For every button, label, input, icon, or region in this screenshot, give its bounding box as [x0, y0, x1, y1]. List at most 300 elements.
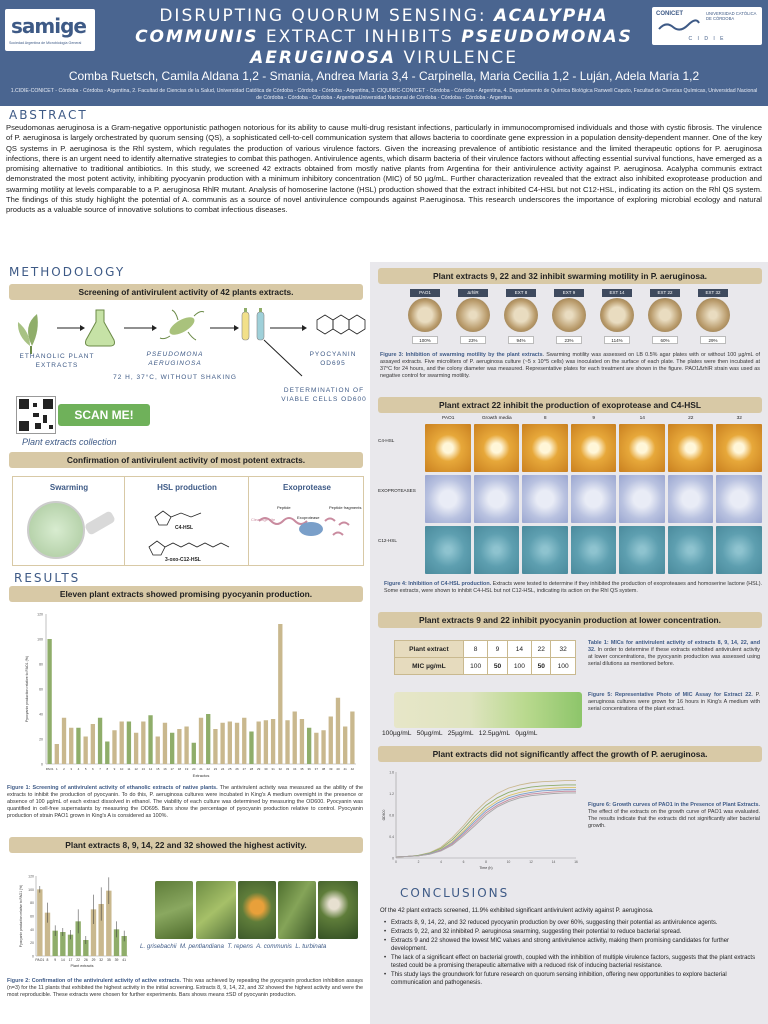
x-tick-label: 4 — [77, 767, 80, 771]
bar — [336, 698, 340, 764]
x-tick-label: 41 — [122, 958, 127, 962]
x-tick-label: 39 — [114, 958, 119, 962]
peptide-fragments-label: Peptide fragments — [329, 505, 362, 510]
figure-6-caption-text: The effect of the extracts on the growth curve of PAO1 was evaluated. The results indicate that the extracts did not significantly alter bacterial growth. — [588, 809, 760, 829]
hsl-box — [125, 477, 249, 565]
x-tick-label: 12 — [529, 860, 533, 864]
mic-table-value-cell: 100 — [551, 658, 576, 675]
exoprotease-banner: Plant extract 22 inhibit the production of exoprotease and C4-HSL — [378, 397, 762, 413]
exo-plate-photo — [668, 526, 714, 574]
bar — [257, 722, 261, 765]
methodology-banner-2: Confirmation of antivirulent activity of most potent extracts. — [9, 452, 363, 468]
x-tick-label: 1 — [55, 767, 58, 771]
exo-column-header: 8 — [543, 416, 547, 421]
exoprotease-box-title: Exoprotease — [282, 483, 332, 492]
mic-table — [394, 640, 576, 675]
bar — [264, 720, 268, 764]
exo-plate-photo — [522, 475, 568, 523]
y-tick-label: 1.2 — [389, 792, 394, 796]
bar — [350, 712, 354, 765]
conicet-wave-icon — [658, 19, 700, 33]
x-tick-label: 40 — [336, 767, 340, 771]
x-tick-label: 19 — [184, 767, 189, 771]
x-tick-label: 32 — [278, 767, 282, 771]
y-tick-label: 120 — [28, 874, 34, 879]
bar — [192, 743, 196, 764]
exo-plate-photo — [668, 475, 714, 523]
conclusion-item: • Extracts 8, 9, 14, 22, and 32 reduced pyocyanin production by over 60%, suggesting their potential as antivirulence agents. — [384, 919, 762, 927]
swarm-plate-label: EXT 8 — [506, 289, 536, 297]
x-tick-label: 39 — [329, 767, 333, 771]
exo-row-label: C12-HSL — [378, 538, 397, 543]
conicet-ucc-logo — [652, 7, 762, 45]
x-tick-label: 31 — [271, 767, 275, 771]
bar — [293, 712, 297, 765]
bar — [141, 722, 145, 765]
figure-5-caption-title: Figure 5: Representative Photo of MIC Assay for Extract 22. — [588, 692, 753, 698]
scan-me-button[interactable]: SCAN ME! — [58, 404, 150, 426]
figure-1-caption-text: The antivirulent activity was measured as the ability of the extracts to inhibit the production of pyocyanin. To do this, P. aeruginosa cultures were incubated in King's A medium overnight in the presence or absence of 100 µg/mL of each extract dissolved in ethanol. The viability of each culture was determined by measuring the OD600. Pyocyanin was quantified in cell-free supernatants by measuring the OD695. Bars show the percentage of pyocyanin production relative to control. Pyocyanin production of strain PAO1 grown in King's A is considered as 100%. — [7, 785, 363, 819]
x-tick-label: 14 — [551, 860, 556, 864]
y-tick-label: 80 — [30, 901, 34, 906]
table-1-caption — [588, 640, 760, 668]
x-tick-label: 24 — [220, 767, 225, 771]
x-tick-label: 6 — [462, 860, 465, 864]
plant-icon — [18, 314, 38, 354]
bar — [249, 732, 253, 765]
bar — [285, 720, 289, 764]
x-tick-label: 36 — [307, 767, 311, 771]
mic-table-header-cell: 8 — [463, 641, 488, 658]
plant-photo-l-turbinata — [318, 881, 358, 939]
bar — [228, 722, 232, 765]
bar — [170, 733, 174, 764]
y-tick-label: 20 — [30, 941, 34, 946]
exo-plate-photo — [668, 424, 714, 472]
x-tick-label: 38 — [321, 767, 326, 771]
exo-plate-photo — [716, 475, 762, 523]
conclusion-item: • The lack of a significant effect on bacterial growth, coupled with the inhibition of multiple virulence factors, suggests that the plant extracts tested could be a promising therapeutic alternative with a reduced risk of inducing bacterial resistance. — [384, 954, 762, 970]
x-tick-label: 15 — [156, 767, 160, 771]
y-tick-label: 100 — [28, 887, 34, 892]
bar — [163, 723, 167, 764]
swarm-plate-label: ΔrhlR — [458, 289, 488, 297]
conclusions-heading: CONCLUSIONS — [400, 886, 510, 900]
x-tick-label: 23 — [213, 767, 218, 771]
swarming-plate-photo — [27, 501, 85, 559]
exo-column-header: 32 — [736, 416, 742, 421]
conclusions-intro: Of the 42 plant extracts screened, 11.9% exhibited significant antivirulent activity against P. aeruginosa. — [380, 908, 654, 914]
exo-plate-photo — [522, 526, 568, 574]
x-tick-label: 10 — [120, 767, 124, 771]
swarming-banner: Plant extracts 9, 22 and 32 inhibit swarming motility in P. aeruginosa. — [378, 268, 762, 284]
conclusion-item: • Extracts 9, 22, and 32 inhibited P. aeruginosa swarming, suggesting their potential to reduce bacterial spread. — [384, 928, 762, 936]
growth-banner: Plant extracts did not significantly affect the growth of P. aeruginosa. — [378, 746, 762, 762]
conclusion-item: • Extracts 9 and 22 showed the lowest MIC values and strong antivirulence activity, making them promising candidates for further development. — [384, 937, 762, 953]
x-tick-label: 30 — [264, 767, 268, 771]
exoprotease-box — [249, 477, 365, 565]
x-tick-label: 28 — [249, 767, 254, 771]
table-1-caption-title: Table 1: MICs for antivirulent activity of extracts 8, 9, 14, 22, and 32. — [588, 640, 760, 653]
exoprotease-hsl-grid — [378, 416, 764, 578]
bar — [91, 724, 95, 764]
bar — [83, 737, 87, 765]
x-tick-label: 34 — [293, 767, 297, 771]
exo-plate-photo — [522, 424, 568, 472]
bar — [321, 730, 325, 764]
title-line-2-italic-b: PSEUDOMONAS — [461, 27, 633, 47]
mic-table-header-cell: 14 — [507, 641, 532, 658]
c4-hsl-label: C4-HSL — [175, 525, 194, 531]
mic-banner: Plant extracts 9 and 22 inhibit pyocyanin production at lower concentration. — [378, 612, 762, 628]
figure-6-line-chart — [380, 766, 584, 874]
plant-photo-t-repens — [238, 881, 276, 939]
x-tick-label: 20 — [192, 767, 196, 771]
bar — [235, 723, 239, 764]
bar — [206, 714, 210, 764]
plant-photo-a-communis — [278, 881, 316, 939]
exo-plate-photo — [619, 475, 665, 523]
step-viable-cells-label: DETERMINATION OF VIABLE CELLS OD600 — [281, 387, 367, 403]
bar — [329, 717, 333, 765]
x-tick-label: 16 — [574, 860, 578, 864]
samige-logo-subtext: Sociedad Argentina de Microbiología General — [9, 41, 82, 45]
exoprotease-label: Exoprotease — [297, 515, 320, 520]
mic-table-header-row — [395, 641, 576, 658]
swarm-plate-photo — [696, 298, 730, 332]
exo-plate-photo — [474, 424, 520, 472]
samige-logo-text: samige — [11, 14, 86, 38]
bar — [134, 733, 138, 764]
x-tick-label: 35 — [106, 958, 111, 962]
x-tick-label: 33 — [285, 767, 290, 771]
table-1-caption-text: In order to determine if these extracts exhibited antivirulent activity at lower concentrations, the pyocyanin production was assessed using serial dilutions as mentioned before. — [588, 647, 760, 667]
mic-table-value-cell: 100 — [463, 658, 488, 675]
bar — [127, 722, 131, 765]
exo-plate-photo — [619, 526, 665, 574]
x-tick-label: 9 — [113, 767, 116, 771]
poster-header — [0, 0, 768, 106]
abstract-heading: ABSTRACT — [9, 108, 88, 122]
y-tick-label: 0 — [392, 856, 394, 861]
pipette-icon — [84, 510, 116, 535]
mic-table-value-cell: 50 — [488, 658, 507, 675]
x-tick-label: 37 — [314, 767, 319, 771]
bar — [37, 889, 42, 956]
x-tick-label: 35 — [300, 767, 304, 771]
x-tick-label: 22 — [206, 767, 210, 771]
bar — [343, 727, 347, 765]
results-banner-2: Plant extracts 8, 9, 14, 22 and 32 showed the highest activity. — [9, 837, 363, 853]
bar — [55, 744, 59, 764]
series-line — [396, 788, 576, 857]
x-tick-label: 4 — [440, 860, 442, 864]
y-tick-label: 0 — [41, 762, 43, 767]
swarm-plate-label: EXT 14 — [602, 289, 632, 297]
y-tick-label: 40 — [39, 712, 43, 717]
cleavage-site-label: Cleavage site — [251, 517, 276, 522]
tube-concentration-labels: 100µg/mL 50µg/mL 25µg/mL 12.5µg/mL 0µg/mL — [382, 730, 538, 737]
exo-plate-photo — [425, 475, 471, 523]
bar — [199, 718, 203, 764]
y-tick-label: 80 — [39, 662, 43, 667]
hsl-box-title: HSL production — [157, 483, 217, 492]
swarm-percent-badge: 94% — [508, 336, 534, 344]
y-tick-label: 20 — [39, 737, 43, 742]
exo-plate-photo — [619, 424, 665, 472]
exo-column-header: PAO1 — [442, 416, 455, 421]
exo-plate-photo — [425, 526, 471, 574]
x-tick-label: 14 — [60, 958, 65, 962]
exo-plate-photo — [474, 475, 520, 523]
c12-hsl-label: 3-oxo-C12-HSL — [165, 557, 201, 563]
figure-4-caption-text: Extracts were tested to determine if they inhibited the production of exoproteases and homoserine lactone (HSL). Some extracts, were shown to inhibit C4-HSL but not C12-HSL, indicating its action on the Rhl QS system. — [384, 581, 762, 594]
mic-table-header-cell: 9 — [488, 641, 507, 658]
ucc-logo-text: UNIVERSIDAD CATÓLICA DE CÓRDOBA — [706, 11, 757, 21]
swarm-plate-photo — [408, 298, 442, 332]
x-axis-label: Plant extracts — [70, 964, 94, 968]
x-tick-label: PAO1 — [45, 767, 54, 771]
mic-table-value-row — [395, 658, 576, 675]
y-axis-label: OD600 — [382, 809, 386, 821]
bar — [278, 624, 282, 764]
bar — [220, 723, 224, 764]
title-line-3: VIRULENCE — [396, 48, 518, 68]
swarming-box-title: Swarming — [49, 483, 89, 492]
exo-plate-photo — [571, 526, 617, 574]
x-tick-label: 11 — [127, 767, 131, 771]
swarm-plate-label: EXT 9 — [554, 289, 584, 297]
title-line-1: DISRUPTING QUORUM SENSING: — [159, 6, 495, 26]
swarm-plate-photo — [456, 298, 490, 332]
flask-icon — [86, 310, 115, 346]
test-tubes-icon — [242, 308, 264, 340]
series-line — [396, 793, 576, 857]
bar — [120, 722, 124, 765]
bar — [213, 729, 217, 764]
step-pyocyanin-label: PYOCYANIN OD695 — [309, 351, 357, 367]
bar — [314, 733, 318, 764]
y-tick-label: 100 — [37, 637, 43, 642]
x-tick-label: 18 — [177, 767, 182, 771]
qr-code-icon[interactable] — [16, 396, 56, 434]
swarm-percent-badge: 23% — [460, 336, 486, 344]
results-heading: RESULTS — [14, 571, 81, 585]
x-axis-label: Time (h) — [479, 866, 493, 870]
x-tick-label: 7 — [99, 767, 101, 771]
bar — [98, 718, 102, 764]
plant-collection-link[interactable]: Plant extracts collection — [22, 437, 117, 447]
step-ethanolic-extracts-label: ETHANOLIC PLANT EXTRACTS — [19, 353, 95, 369]
bar — [242, 718, 246, 764]
cidie-logo-text: C I D I E — [688, 36, 726, 42]
series-line — [396, 785, 576, 857]
swarm-plate-photo — [600, 298, 634, 332]
abstract-text: Pseudomonas aeruginosa is a Gram-negative opportunistic pathogen notorious for its ability to cause multi-drug resistant infections, particularly in immunocompromised individuals and those with cystic fibrosis. The virulence of P. aeruginosa is largely orchestrated by quorum sensing (QS), a sophisticated cell-to-cell communication system that allows bacteria to coordinate gene expression in a population density-dependent manner. One of the key QS systems in P. aeruginosa is the Rhl system, which regulates the production of various virulence factors. Given the increasing prevalence of antibiotic resistance and the limited therapeutic options for P. aeruginosa infections, there is an urgent need to identify alternative strategies to combat this pathogen. Antivirulence agents, which disarm bacteria of their virulence factors without affecting essential survival functions, have emerged as a promising alternative to traditional antibiotics. In this study, we screened 42 extracts obtained from mostly native plants from Argentina for their antivirulence activity against P. aeruginosa. Acalypha communis extract demonstrated the most potent activity, inhibiting pyocyanin production with a minimum inhibitory concentration (MIC) of 50 µg/mL. Further characterization revealed that the extract also inhibited exoprotease production and swarming motility at levels comparable to a P. aeruginosa RhlR mutant. Analysis of homoserine lactone (HSL) production showed that the extract inhibited C4-HSL but not C12-HSL, indicating its action on the Rhl QS system. The findings of this study highlight the potential of A. communis as a source of novel antivirulence compounds against P.aeruginosa. This research underscores the importance of exploring microbial ecology and natural products as a valuable source of innovative solutions to combat infectious diseases. — [6, 123, 762, 215]
title-line-3-italic: AERUGINOSA — [250, 48, 397, 68]
swarm-percent-badge: 29% — [700, 336, 726, 344]
title-line-2-italic: COMMUNIS — [135, 27, 259, 47]
x-tick-label: 17 — [170, 767, 174, 771]
swarm-plate-photo — [648, 298, 682, 332]
x-tick-label: 13 — [141, 767, 145, 771]
x-tick-label: 0 — [395, 860, 397, 864]
x-tick-label: 10 — [506, 860, 511, 864]
x-tick-label: 27 — [242, 767, 246, 771]
mic-table-value-cell: MIC µg/mL — [395, 658, 464, 675]
plant-photo-l-grisebachii — [155, 881, 193, 939]
figure-3-caption-text: . Swarming motility was assessed on LB 0.5% agar plates with or without 100 µg/mL of assayed extracts. Five microliters of P. aeruginosa culture (~5 x 10^5 cells) was inoculated on the surface of each plate. The plates were then incubated at 37°C for 24 hours, and the colony diameter was measured. Representative plates for each treatment are shown in the figure. PAO1ΔrhlR strain was used as negative control for swarming motility. — [380, 352, 760, 379]
series-line — [396, 790, 576, 857]
x-tick-label: 25 — [228, 767, 232, 771]
x-tick-label: 9 — [54, 958, 57, 962]
figure-6-caption-title: Figure 6: Growth curves of PAO1 in the Presence of Plant Extracts. — [588, 802, 760, 808]
figure-1-caption — [7, 785, 363, 820]
exo-plate-photo — [716, 526, 762, 574]
bar — [177, 729, 181, 764]
exo-plate-photo — [474, 526, 520, 574]
x-tick-label: 3 — [70, 767, 73, 771]
bar — [300, 719, 304, 764]
plant-species-labels: L. grisebachii M. pentlandiana T. repens A. communis L. turbinata — [140, 943, 327, 950]
step-pseudomonas-label: PSEUDOMONA AERUGINOSA — [146, 351, 204, 367]
y-tick-label: 120 — [37, 612, 43, 617]
x-tick-label: 14 — [148, 767, 153, 771]
bacteria-icon — [160, 310, 204, 340]
bar — [148, 715, 152, 764]
swarm-percent-badge: 114% — [604, 336, 630, 344]
swarming-plates-row — [404, 289, 740, 347]
bar — [47, 639, 51, 764]
bar — [184, 727, 188, 765]
x-tick-label: 8 — [46, 958, 49, 962]
figure-1-bar-chart — [16, 608, 356, 780]
exo-column-header: 14 — [639, 416, 645, 421]
swarm-plate-photo — [552, 298, 586, 332]
y-axis-label: Pyocyanin production relative to PAO1 (%) — [25, 655, 29, 723]
poster-title — [130, 6, 638, 69]
figure-4-caption — [384, 581, 762, 595]
x-tick-label: 42 — [350, 767, 355, 771]
confirmation-box — [12, 476, 364, 566]
hsl-molecules-icon — [145, 497, 245, 557]
bar — [271, 719, 275, 764]
x-tick-label: 16 — [163, 767, 167, 771]
y-tick-label: 0.4 — [389, 835, 394, 839]
x-tick-label: 29 — [91, 958, 96, 962]
x-tick-label: 29 — [257, 767, 261, 771]
figure-2-caption-title: Figure 2: Confirmation of the antivirulent activity of active extracts. — [7, 978, 181, 984]
bar — [76, 728, 80, 764]
pyocyanin-molecule-icon — [317, 315, 365, 334]
exo-plate-photo — [571, 475, 617, 523]
x-tick-label: 26 — [83, 958, 88, 962]
x-tick-label: 22 — [76, 958, 81, 962]
mic-table-header-cell: 22 — [532, 641, 551, 658]
exo-plate-photo — [716, 424, 762, 472]
conicet-logo-text: CONICET — [656, 11, 683, 17]
authors: Comba Ruetsch, Camila Aldana 1,2 - Smania, Andrea Maria 3,4 - Carpinella, Maria Cecilia 1,2 - Luján, Adela Maria 1,2 — [68, 69, 700, 83]
figure-5-mic-tubes-photo — [394, 692, 582, 728]
swarm-plate-label: EXT 32 — [698, 289, 728, 297]
x-tick-label: 21 — [199, 767, 203, 771]
x-tick-label: 41 — [343, 767, 347, 771]
x-tick-label: 26 — [235, 767, 239, 771]
conclusion-item: • This study lays the groundwork for future research on quorum sensing inhibition, offering new opportunities to explore bacterial communication and pathogenesis. — [384, 971, 762, 987]
exo-row-label: EXOPROTEASES — [378, 488, 416, 493]
figure-6-caption — [588, 802, 760, 830]
exo-column-header: Growth media — [481, 416, 512, 421]
mic-table-header-cell: 32 — [551, 641, 576, 658]
title-line-2: EXTRACT INHIBITS — [258, 27, 462, 47]
swarm-plate-label: EXT 22 — [650, 289, 680, 297]
swarm-plate-label: PAO1 — [410, 289, 440, 297]
conclusions-list — [384, 919, 762, 988]
x-tick-label: 2 — [417, 860, 420, 864]
y-tick-label: 40 — [30, 927, 34, 932]
bar — [156, 737, 160, 765]
x-tick-label: 2 — [63, 767, 65, 771]
x-tick-label: 8 — [485, 860, 487, 864]
methodology-banner-1: Screening of antivirulent activity of 42 plants extracts. — [9, 284, 363, 300]
mic-table-value-cell: 50 — [532, 658, 551, 675]
y-tick-label: 0.8 — [389, 813, 394, 818]
y-tick-label: 60 — [30, 914, 34, 919]
peptide-label: Peptide — [277, 505, 291, 510]
x-tick-label: 6 — [92, 767, 94, 771]
x-tick-label: 5 — [84, 767, 87, 771]
plant-photo-m-pentlandiana — [196, 881, 236, 939]
bar — [69, 728, 73, 764]
results-banner-1: Eleven plant extracts showed promising pyocyanin production. — [9, 586, 363, 602]
samige-logo — [5, 9, 95, 51]
y-tick-label: 1.6 — [389, 770, 394, 775]
methodology-heading: METHODOLOGY — [9, 265, 126, 279]
figure-4-caption-title: Figure 4: Inhibition of C4-HSL production. — [384, 581, 492, 587]
x-axis-label: Extractos — [192, 773, 210, 778]
swarm-percent-badge: 100% — [412, 336, 438, 344]
bar — [62, 718, 66, 764]
figure-1-caption-title: Figure 1: Screening of antivirulent activity of ethanolic extracts of native plants. — [7, 785, 218, 791]
y-tick-label: 0 — [32, 954, 34, 959]
mic-table-header-cell: Plant extract — [395, 641, 464, 658]
step-conditions-label: 72 H, 37°C, WITHOUT SHAKING — [113, 374, 237, 381]
figure-3-caption-title: Figure 3: Inhibition of swarming motility by the plant extracts — [380, 352, 543, 358]
figure-2-caption-text: This was achieved by repeating the pyocyanin production inhibition assays (n=3) for the 11 plants that exhibited the highest activity in the initial screening. Extracts 8, 9, 14, 22, and 32 showed the highest activity and were the most reproducible. These extracts were chosen for further experiments. Bars shows means ±SD of pyocyanin production. — [7, 978, 363, 998]
x-tick-label: 32 — [99, 958, 104, 962]
title-line-1-italic: ACALYPHA — [494, 6, 609, 26]
bar — [307, 728, 311, 764]
swarm-percent-badge: 23% — [556, 336, 582, 344]
mic-table-value-cell: 100 — [507, 658, 532, 675]
x-tick-label: 8 — [106, 767, 109, 771]
x-tick-label: PAO1 — [35, 958, 45, 962]
figure-2-caption — [7, 978, 363, 999]
exo-column-header: 22 — [688, 416, 694, 421]
y-axis-label: Pyocyanin production relative to PAO1 (%) — [19, 884, 23, 948]
exo-column-header: 9 — [592, 416, 596, 421]
figure-3-caption — [380, 352, 760, 380]
bar — [112, 730, 116, 764]
figure-5-caption-text: P. aeruginosa cultures were grown for 16 hours in King's A medium with serial concentrations of the plant extract. — [588, 692, 760, 712]
affiliations: 1.CIDIE-CONICET - Córdoba - Córdoba - Argentina, 2. Facultad de Ciencias de la Salud, Universidad Católica de Córdoba - Córdoba - Córdoba - Argentina, 3. CIQUIBIC-CONICET - Córdoba - Córdoba - Argentina, 4. Departamento de Química Biológica Ranwell Caputo, Facultad de Ciencias Químicas, Universidad Nacional de Córdoba - Córdoba - Córdoba - ArgentinaUniversidad Nacional de Córdoba - Córdoba - Córdoba - Argentina — [10, 88, 758, 101]
y-tick-label: 60 — [39, 687, 43, 692]
x-tick-label: 12 — [134, 767, 138, 771]
swarming-box — [13, 477, 125, 565]
swarm-percent-badge: 60% — [652, 336, 678, 344]
exo-plate-photo — [425, 424, 471, 472]
x-tick-label: 17 — [68, 958, 73, 962]
